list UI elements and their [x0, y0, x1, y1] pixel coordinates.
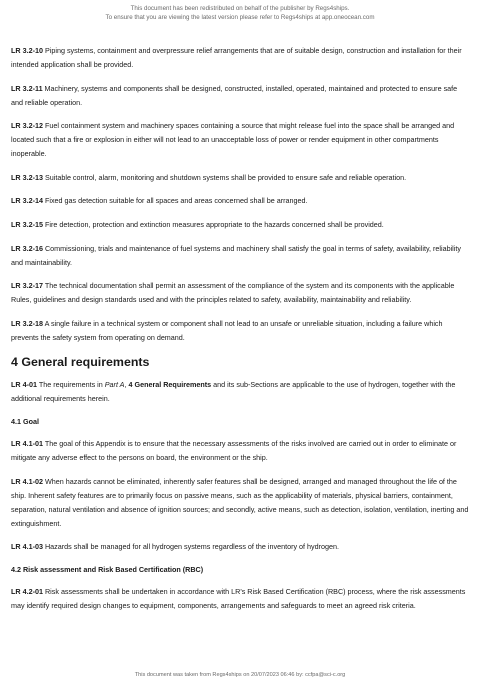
clause-ref: LR 3.2-15 [11, 219, 43, 229]
clause-ref: LR 4.1-03 [11, 542, 43, 552]
clause-ref: LR 3.2-13 [11, 172, 43, 182]
clause-text: The requirements in [36, 380, 105, 390]
clause-text: When hazards cannot be eliminated, inherently safer features shall be designed, arranged and managed throughout the life of the ship. Inherent safety features are to primarily focus on passive means, such as the applicability of materials, physical barriers, containment, separation, natural ventilation and absence of ignition sources; and secondly, active means, such as detection, isolation, ventilation, inerting and extinguishment. [11, 476, 469, 528]
clause-ref: LR 4.2-01 [11, 586, 43, 596]
clause-lr-3-2-17 [11, 279, 469, 307]
clause-ref: LR 3.2-18 [11, 318, 43, 328]
clause-text: Piping systems, containment and overpressure relief arrangements that are of suitable design, construction and installation for their intended application shall be provided. [11, 46, 462, 69]
subsection-heading-4-1: 4.1 Goal [11, 416, 39, 426]
clause-ref: LR 3.2-11 [11, 83, 43, 93]
clause-lr-3-2-12 [11, 119, 469, 161]
clause-text: Risk assessments shall be undertaken in accordance with LR's Risk Based Certification (RBC) process, where the risk assessments may identify required design changes to equipment, components, arrangements and safeguards to meet an agreed risk criteria. [11, 586, 466, 610]
clause-text: and its sub-Sections are applicable to the use of hydrogen, together with the additional requirements herein. [11, 380, 456, 404]
clause-lr-3-2-11 [11, 82, 469, 110]
section-heading-4: 4 General requirements [11, 355, 150, 370]
clause-text: A single failure in a technical system or component shall not lead to an unsafe or unreliable situation, including a failure which prevents the safety system from operating on demand. [11, 318, 443, 342]
clause-lr-4-01 [11, 378, 469, 406]
banner-line-1: This document has been redistributed on behalf of the publisher by Regs4ships. [130, 5, 350, 12]
clause-text: Hazards shall be managed for all hydrogen systems regardless of the inventory of hydrogen. [42, 542, 340, 552]
clause-lr-3-2-16 [11, 242, 469, 270]
part-reference-link[interactable]: Part A [104, 380, 125, 390]
clause-text: The goal of this Appendix is to ensure that the necessary assessments of the risks involved are carried out in order to eliminate or mitigate any adverse effect to the persons on board, the environment or the ship. [11, 438, 457, 462]
clause-text: Fire detection, protection and extinction measures appropriate to the hazards concerned shall be provided. [42, 219, 384, 229]
clause-lr-3-2-14 [11, 194, 469, 208]
clause-ref: LR 4.1-01 [11, 438, 43, 448]
clause-lr-3-2-15 [11, 218, 469, 232]
download-footer: This document was taken from Regs4ships on 20/07/2023 06:46 by: ccfpa@sci-c.org [134, 672, 346, 678]
clause-ref: LR 3.2-16 [11, 243, 43, 253]
clause-lr-4-2-01 [11, 585, 469, 613]
clause-text: Suitable control, alarm, monitoring and shutdown systems shall be provided to ensure safe and reliable operation. [42, 172, 407, 182]
clause-text: The technical documentation shall permit an assessment of the compliance of the system and its components with the applicable Rules, guidelines and design standards used and with the principles related to safety, availability, maintainability and reliability. [11, 281, 455, 305]
subsection-heading-4-2: 4.2 Risk assessment and Risk Based Certification (RBC) [11, 564, 204, 574]
clause-ref: LR 3.2-12 [11, 121, 43, 131]
clause-text: , [124, 380, 129, 390]
clause-lr-4-1-02 [11, 475, 469, 531]
clause-ref: LR 3.2-17 [11, 281, 43, 291]
clause-lr-4-1-03 [11, 540, 469, 554]
section-reference-link[interactable]: 4 General Requirements [128, 380, 212, 390]
banner-line-2: To ensure that you are viewing the latest version please refer to Regs4ships at app.oneocean.com [105, 14, 375, 21]
clause-text: Fuel containment system and machinery spaces containing a source that might release fuel into the space shall be arranged and located such that a fire or explosion in either will not lead to an unacceptable loss of power or render equipment in other compartments inoperable. [11, 121, 455, 159]
clause-ref: LR 3.2-14 [11, 196, 43, 206]
clause-text: Commissioning, trials and maintenance of fuel systems and machinery shall satisfy the goal in terms of safety, availability, reliability and maintainability. [11, 243, 461, 267]
clause-lr-3-2-13 [11, 171, 469, 185]
document-body [11, 44, 469, 622]
clause-ref: LR 4.1-02 [11, 476, 43, 486]
redistribution-banner [0, 4, 480, 22]
clause-text: Fixed gas detection suitable for all spaces and areas concerned shall be arranged. [42, 196, 308, 206]
clause-lr-4-1-01 [11, 437, 469, 465]
clause-lr-3-2-10 [11, 44, 469, 72]
clause-lr-3-2-18 [11, 317, 469, 345]
clause-text: Machinery, systems and components shall be designed, constructed, installed, operated, maintained and protected to ensure safe and reliable operation. [11, 83, 458, 107]
clause-ref: LR 3.2-10 [11, 46, 43, 55]
clause-ref: LR 4-01 [11, 380, 37, 390]
